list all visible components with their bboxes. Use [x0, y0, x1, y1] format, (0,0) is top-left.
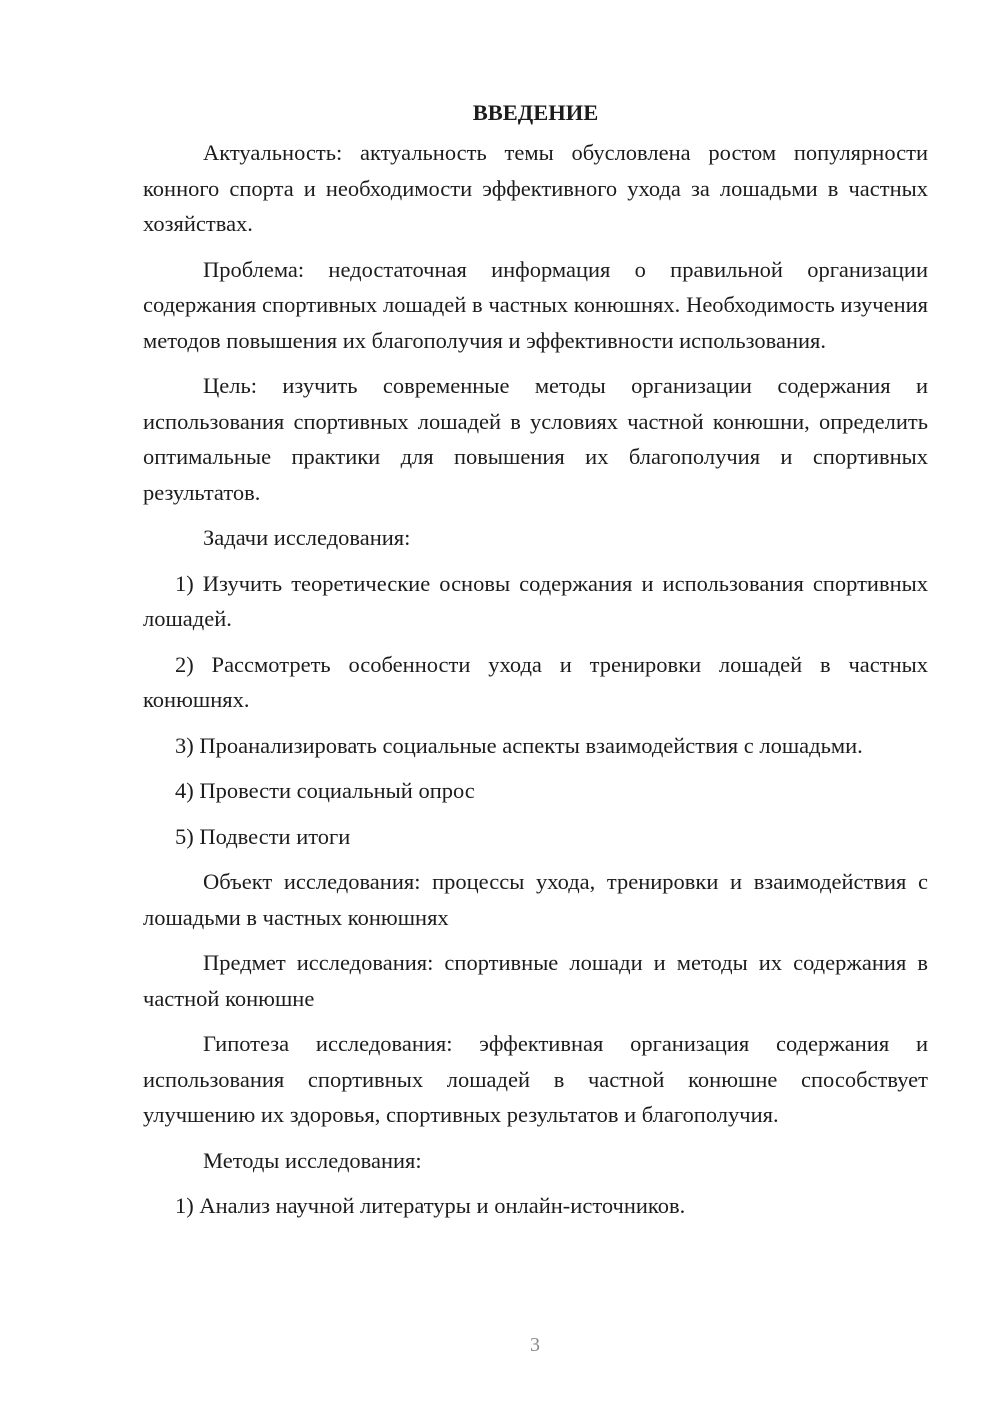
task-item-4: 4) Провести социальный опрос [175, 778, 475, 803]
hypothesis-paragraph: Гипотеза исследования: эффективная организация содержания и использования спортивных лошадей в частной конюшне способствует улучшению их здоровья, спортивных результатов и благополучия. [143, 1031, 928, 1127]
task-item-5: 5) Подвести итоги [175, 823, 351, 849]
methods-heading: Методы исследования: [203, 1147, 422, 1173]
object-paragraph: Объект исследования: процессы ухода, тренировки и взаимодействия с лошадьми в частных конюшнях [143, 869, 928, 930]
method-item-1: 1) Анализ научной литературы и онлайн-источников. [175, 1193, 686, 1218]
tasks-heading: Задачи исследования: [203, 525, 411, 550]
relevance-paragraph: Актуальность: актуальность темы обусловлена ростом популярности конного спорта и необходимости эффективного ухода за лошадьми в частных хозяйствах. [143, 140, 928, 236]
page-number: 3 [530, 1334, 540, 1356]
goal-paragraph: Цель: изучить современные методы организации содержания и использования спортивных лошадей в условиях частной конюшни, определить оптимальные практики для повышения их благополучия и спортивных результатов. [143, 373, 928, 505]
section-title: ВВЕДЕНИЕ [472, 100, 599, 125]
problem-paragraph: Проблема: недостаточная информация о правильной организации содержания спортивных лошадей в частных конюшнях. Необходимость изучения методов повышения их благополучия и эффективности использования. [143, 256, 928, 353]
subject-paragraph: Предмет исследования: спортивные лошади и методы их содержания в частной конюшне [143, 950, 928, 1011]
task-item-1: 1) Изучить теоретические основы содержания и использования спортивных лошадей. [143, 570, 928, 631]
task-item-3: 3) Проанализировать социальные аспекты взаимодействия с лошадьми. [175, 732, 863, 758]
page-content [143, 95, 928, 1234]
task-item-2: 2) Рассмотреть особенности ухода и тренировки лошадей в частных конюшнях. [143, 651, 928, 712]
